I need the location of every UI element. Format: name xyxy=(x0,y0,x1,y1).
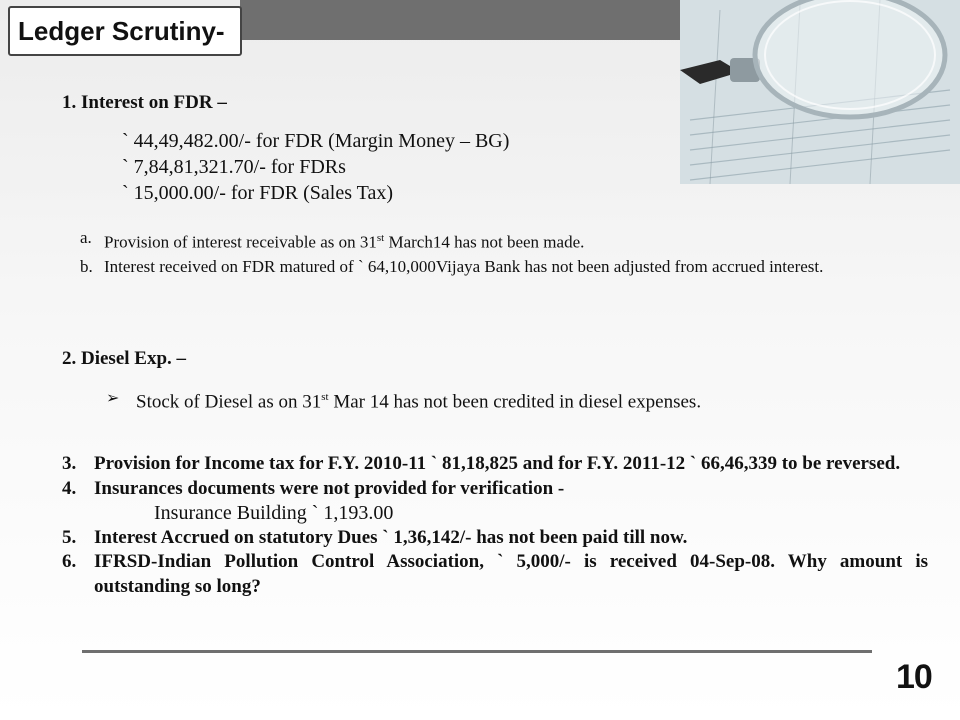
fdr-line: ` 44,49,482.00/- for FDR (Margin Money – BG) xyxy=(122,130,510,152)
item-number: 5. xyxy=(62,526,77,548)
observation-b xyxy=(80,255,950,279)
item-number: 4. xyxy=(62,477,77,499)
fdr-line: ` 7,84,81,321.70/- for FDRs xyxy=(122,156,346,178)
observation-text: March14 has not been made. xyxy=(384,232,585,252)
slide-title: Ledger Scrutiny- xyxy=(8,6,242,56)
observation-text: Interest received on FDR matured of ` 64,10,000Vijaya Bank has not been adjusted from accrued interest. xyxy=(104,256,824,276)
section2-heading: 2. Diesel Exp. – xyxy=(62,348,187,369)
item-number: 3. xyxy=(62,453,77,474)
top-banner-bar xyxy=(240,0,680,40)
list-item xyxy=(62,550,928,599)
item-text: Insurances documents were not provided for verification - xyxy=(94,477,565,499)
item-text: Provision for Income tax for F.Y. 2010-11 ` 81,18,825 and for F.Y. 2011-12 ` 66,46,339 to be reversed. xyxy=(94,453,901,474)
section1-heading: 1. Interest on FDR – xyxy=(62,92,227,113)
item-text: IFRSD-Indian Pollution Control Association, ` 5,000/- is received 04-Sep-08. Why amount is outstanding so long? xyxy=(94,551,928,597)
arrow-bullet-icon: ➢ xyxy=(106,388,120,407)
diesel-bullet xyxy=(106,384,766,415)
list-item xyxy=(62,452,928,477)
observation-text: Provision of interest receivable as on 31 xyxy=(104,232,377,252)
fdr-line: ` 15,000.00/- for FDR (Sales Tax) xyxy=(122,182,393,204)
observation-marker: b. xyxy=(80,256,93,276)
item-text: Interest Accrued on statutory Dues ` 1,36,142/- has not been paid till now. xyxy=(94,526,688,548)
list-item xyxy=(62,477,928,526)
bullet-text: Mar 14 has not been credited in diesel expenses. xyxy=(328,391,702,413)
observation-marker: a. xyxy=(80,228,92,247)
list-item xyxy=(62,526,928,551)
observation-a xyxy=(80,226,950,255)
numbered-findings xyxy=(62,452,928,599)
item-number: 6. xyxy=(62,551,77,572)
fdr-amount-list xyxy=(122,128,509,206)
ordinal-suffix: st xyxy=(376,232,385,244)
page-number: 10 xyxy=(896,658,932,696)
section1-observations xyxy=(80,226,950,279)
magnifying-glass-image xyxy=(680,0,960,184)
bottom-divider xyxy=(82,650,872,653)
bullet-text: Stock of Diesel as on 31 xyxy=(136,391,322,413)
insurance-detail: Insurance Building ` 1,193.00 xyxy=(154,502,394,524)
ordinal-suffix: st xyxy=(321,391,329,403)
